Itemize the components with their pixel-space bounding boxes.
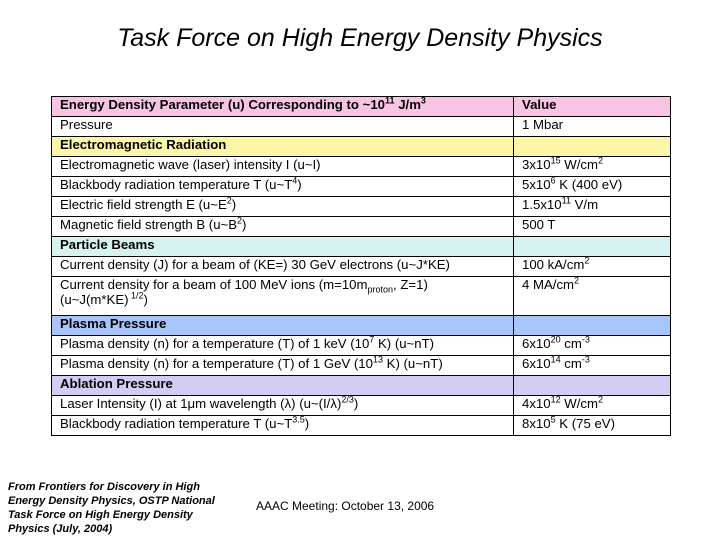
- header-parameter: Energy Density Parameter (u) Corresponding to $\sim 10^{11}$ $J/m^3$: [52, 97, 514, 117]
- table-row: Current density (J) for a beam of (KE=) 30 GeV electrons (u~J*KE) 100 $kA/cm^2$: [52, 257, 671, 277]
- table-row: Plasma density (n) for a temperature (T) of 1 keV ($10^7$ K) (u~nT) $6x10^{20}$ $cm^{-3}$: [52, 336, 671, 356]
- header-value: Value: [514, 97, 671, 117]
- table-row: Laser Intensity (I) at 1μm wavelength (λ) $(u\sim(I/\lambda)^{2/3})$ $4x10^{12}$ $W/cm^2$: [52, 396, 671, 416]
- section-header-ab: Ablation Pressure: [52, 376, 671, 396]
- table-row: Blackbody radiation temperature T $(u\sim T^{3.5})$ $8x10^5$ K (75 eV): [52, 416, 671, 436]
- table-header-row: [52, 97, 671, 117]
- source-citation: From Frontiers for Discovery in High Energy Density Physics, OSTP National Task Force on High Energy Density Physics (July, 2004): [8, 481, 215, 535]
- section-header-em: Electromagnetic Radiation: [52, 137, 671, 157]
- table-row: Plasma density (n) for a temperature (T) of 1 GeV ($10^{13}$ K) (u~nT) $6x10^{14}$ $cm^{-3}$: [52, 356, 671, 376]
- section-header-pb: Particle Beams: [52, 237, 671, 257]
- slide-title: Task Force on High Energy Density Physics: [117, 24, 603, 52]
- table-row: Electromagnetic wave (laser) intensity I (u~I) $3x10^{15}$ $W/cm^2$: [52, 157, 671, 177]
- table-row: Pressure 1 Mbar: [52, 117, 671, 137]
- table-row: Electric field strength E $(u\sim E^2)$ $1.5x10^{11}$ V/m: [52, 197, 671, 217]
- section-header-pp: Plasma Pressure: [52, 316, 671, 336]
- table-row: Magnetic field strength B $(u\sim B^2)$ 500 T: [52, 217, 671, 237]
- table-row: Current density for a beam of 100 MeV ions ($m=10m_{proton}$, Z=1) (u~J(m*KE) $^{1/2}$) 4 $MA/cm^2$: [52, 277, 671, 316]
- meeting-footer: AAAC Meeting: October 13, 2006: [256, 499, 435, 513]
- energy-density-table: [51, 96, 671, 436]
- table-row: Blackbody radiation temperature T $(u\sim T^4)$ $5x10^6$ K (400 eV): [52, 177, 671, 197]
